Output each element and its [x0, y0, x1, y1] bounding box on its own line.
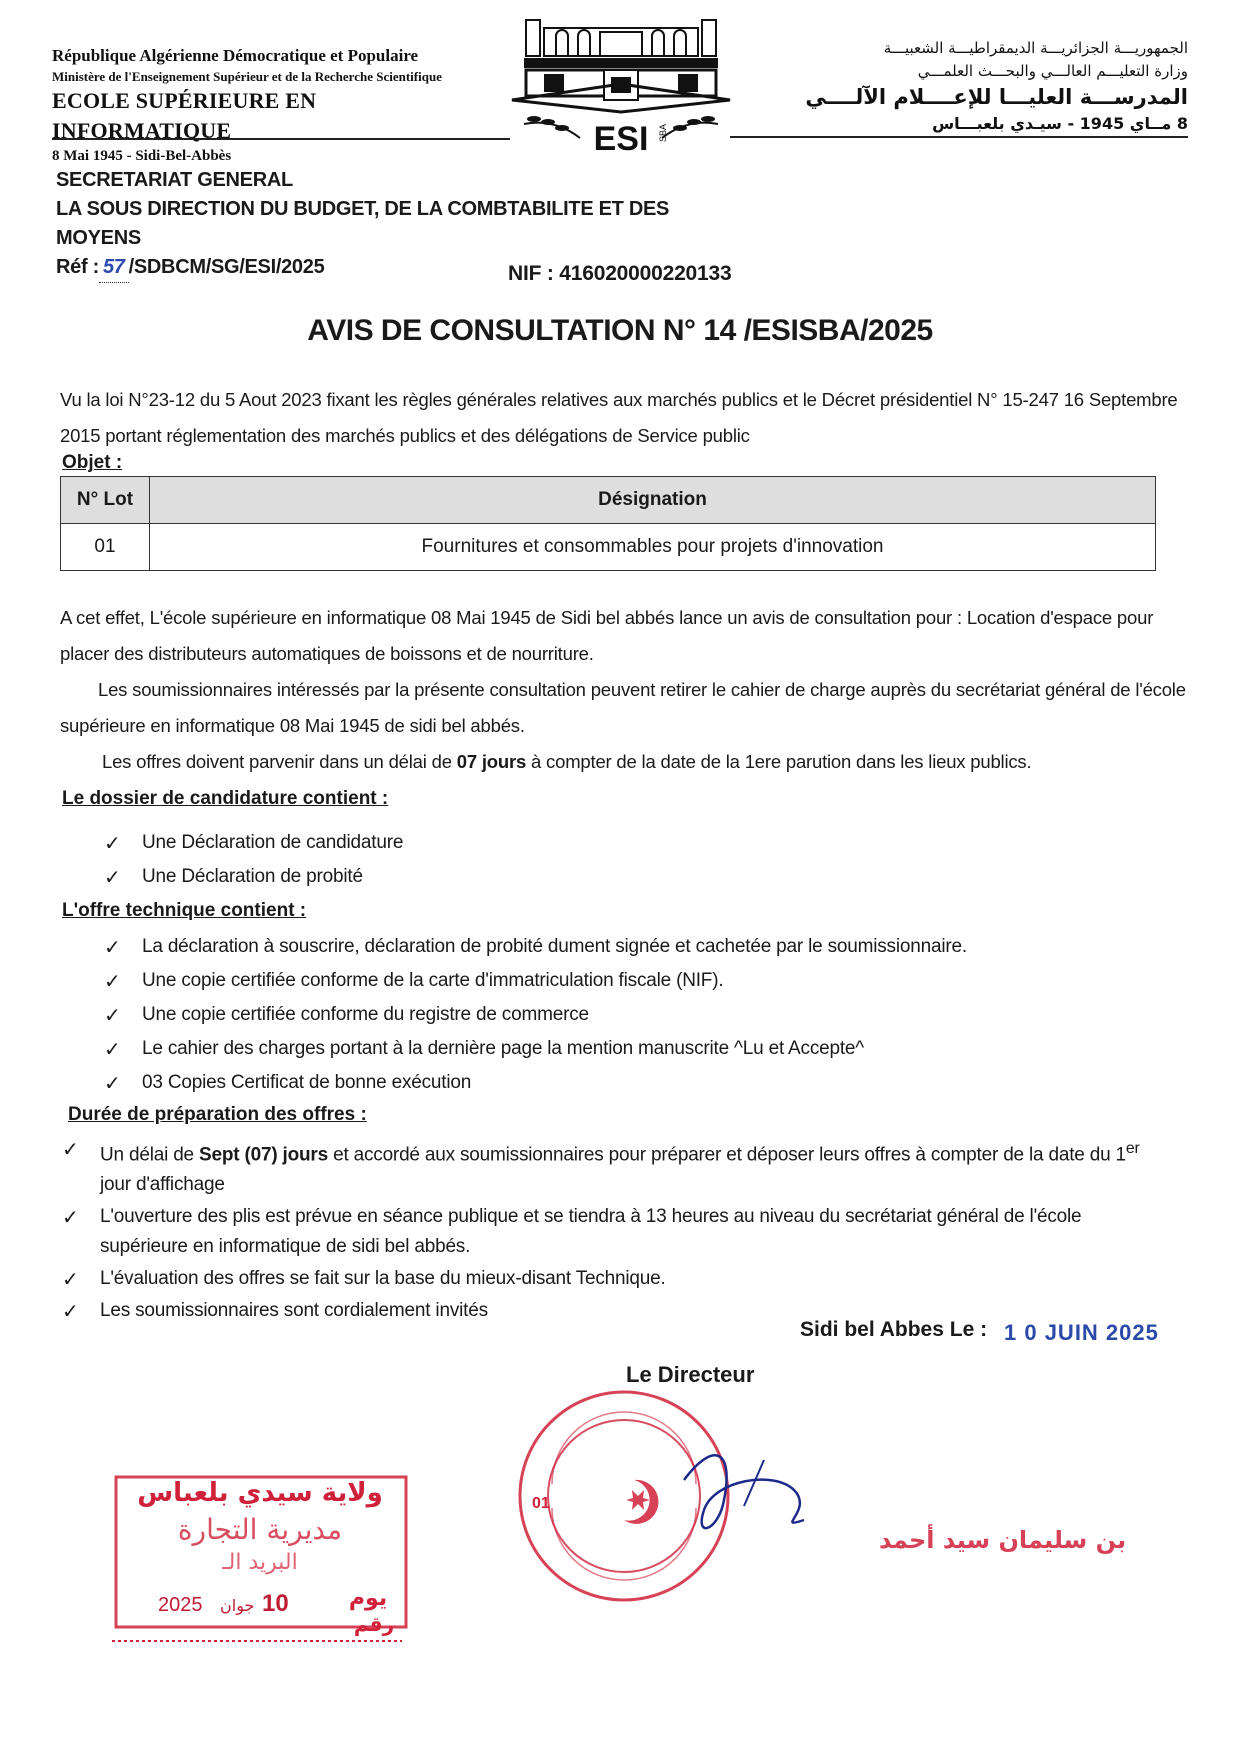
secretariat: SECRETARIAT GENERAL — [56, 169, 293, 191]
ref-prefix: Réf : — [56, 256, 99, 278]
date-stamp: 1 0 JUIN 2025 — [1004, 1320, 1159, 1345]
list-item: ✓ 03 Copies Certificat de bonne exécution — [104, 1066, 967, 1100]
duree-list — [62, 1134, 1162, 1328]
check-icon: ✓ — [104, 831, 121, 855]
header-rule-right — [730, 136, 1188, 138]
school-fr: ECOLE SUPÉRIEURE EN INFORMATIQUE — [52, 88, 317, 143]
list-item: ✓ Les soumissionnaires sont cordialement invités — [62, 1296, 1162, 1326]
director-signature — [654, 1440, 1127, 1570]
check-icon: ✓ — [62, 1205, 79, 1230]
offre-technique-title: L'offre technique contient : — [62, 900, 307, 921]
svg-text:رقم: رقم — [353, 1612, 395, 1636]
list-item: ✓ La déclaration à souscrire, déclaration de probité dument signée et cachetée par le soumissionnaire. — [104, 930, 967, 964]
place-label: Sidi bel Abbes Le : — [800, 1318, 988, 1341]
check-icon: ✓ — [62, 1267, 79, 1292]
check-icon: ✓ — [104, 1037, 121, 1061]
svg-text:10: 10 — [262, 1590, 289, 1617]
republic-fr: République Algérienne Démocratique et Populaire — [52, 46, 419, 65]
table-header-row — [61, 477, 1156, 524]
svg-text:ESI: ESI — [593, 120, 649, 158]
svg-text:ولاية سيدي بلعباس: ولاية سيدي بلعباس — [137, 1478, 383, 1508]
table-row — [61, 524, 1156, 571]
check-icon: ✓ — [104, 935, 121, 959]
dossier-list — [104, 826, 403, 894]
header-lot: N° Lot — [61, 477, 150, 524]
ministry-fr: Ministère de l'Enseignement Supérieur et de la Recherche Scientifique — [52, 69, 442, 84]
offre-technique-list — [104, 930, 967, 1100]
list-item: ✓ Le cahier des charges portant à la dernière page la mention manuscrite ^Lu et Accepte^ — [104, 1032, 967, 1066]
list-item: ✓ Une Déclaration de probité — [104, 860, 403, 894]
header-left — [52, 44, 492, 166]
list-item: ✓ L'évaluation des offres se fait sur la base du mieux-disant Technique. — [62, 1264, 1162, 1294]
dossier-title: Le dossier de candidature contient : — [62, 788, 389, 809]
svg-text:مديرية التجارة: مديرية التجارة — [177, 1513, 343, 1546]
legal-text: Vu la loi N°23-12 du 5 Aout 2023 fixant les règles générales relatives aux marchés publics et le Décret présidentiel N° 15-247 16 Septembre 2015 portant réglementation des marchés publics et des délégations de Service public — [60, 389, 1178, 446]
list-item: ✓ Une Déclaration de candidature — [104, 826, 403, 860]
paragraph-1: A cet effet, L'école supérieure en informatique 08 Mai 1945 de Sidi bel abbés lance un avis de consultation pour : Location d'espace pour placer des distributeurs automatiques de boissons et de nourriture. — [60, 607, 1154, 664]
esi-logo — [504, 14, 738, 162]
location-fr: 8 Mai 1945 - Sidi-Bel-Abbès — [52, 148, 232, 164]
list-item: ✓ L'ouverture des plis est prévue en séance publique et se tiendra à 13 heures au niveau du secrétariat général de l'école supérieure en informatique de sidi bel abbés. — [62, 1202, 1162, 1262]
paragraph-2: Les soumissionnaires intéressés par la présente consultation peuvent retirer le cahier de charge auprès du secrétariat général de l'école supérieure en informatique 08 Mai 1945 de sidi bel abbés. — [60, 679, 1186, 736]
school-ar: المدرســـة العليـــا للإعــــلام الآلــــي — [805, 85, 1188, 109]
check-icon: ✓ — [62, 1299, 79, 1324]
cell-lot: 01 — [61, 524, 150, 571]
check-icon: ✓ — [104, 1071, 121, 1095]
page-title: AVIS DE CONSULTATION N° 14 /ESISBA/2025 — [307, 314, 933, 347]
svg-text:بن سليمان سيد أحمد: بن سليمان سيد أحمد — [879, 1526, 1127, 1554]
check-icon: ✓ — [62, 1137, 79, 1161]
sub-direction: LA SOUS DIRECTION DU BUDGET, DE LA COMBTABILITE ET DES MOYENS — [56, 198, 670, 249]
location-ar: 8 مــاي 1945 - سيـدي بلعبـــاس — [932, 114, 1188, 133]
ref-number: 57 — [99, 253, 129, 283]
cell-designation: Fournitures et consommables pour projets d'innovation — [150, 524, 1156, 571]
check-icon: ✓ — [104, 969, 121, 993]
header-right — [748, 36, 1188, 136]
svg-text:جوان: جوان — [220, 1596, 255, 1615]
check-icon: ✓ — [104, 1003, 121, 1027]
nif: NIF : 416020000220133 — [508, 262, 732, 285]
duree-title: Durée de préparation des offres : — [68, 1104, 367, 1125]
star-icon — [626, 1490, 650, 1510]
list-item: ✓ Une copie certifiée conforme de la carte d'immatriculation fiscale (NIF). — [104, 964, 967, 998]
header-rule-left — [52, 138, 510, 140]
ref-suffix: /SDBCM/SG/ESI/2025 — [128, 256, 325, 278]
ministry-ar: وزارة التعليـــم العالـــي والبحـــث العلمـــي — [917, 62, 1188, 80]
check-icon: ✓ — [104, 865, 121, 889]
republic-ar: الجمهوريـــة الجزائريـــة الديمقراطيـــة الشعبيـــة — [883, 39, 1188, 57]
svg-text:يوم: يوم — [348, 1586, 388, 1611]
signatory-title: Le Directeur — [626, 1362, 755, 1387]
header-designation: Désignation — [150, 477, 1156, 524]
list-item: ✓ Une copie certifiée conforme du registre de commerce — [104, 998, 967, 1032]
svg-text:2025: 2025 — [158, 1594, 203, 1616]
svg-text:البريد الـ: البريد الـ — [222, 1550, 298, 1575]
list-item: ✓ Un délai de Sept (07) jours et accordé aux soumissionnaires pour préparer et déposer leurs offres à compter de la date du 1er jour d'affichage — [62, 1134, 1162, 1200]
objet-label: Objet : — [62, 452, 123, 473]
lot-table — [60, 476, 1156, 571]
paragraph-3: Les offres doivent parvenir dans un délai de 07 jours à compter de la date de la 1ere parution dans les lieux publics. — [102, 751, 1032, 772]
svg-text:SBA: SBA — [658, 123, 668, 142]
svg-text:01: 01 — [532, 1495, 550, 1512]
commerce-stamp — [112, 1455, 410, 1647]
